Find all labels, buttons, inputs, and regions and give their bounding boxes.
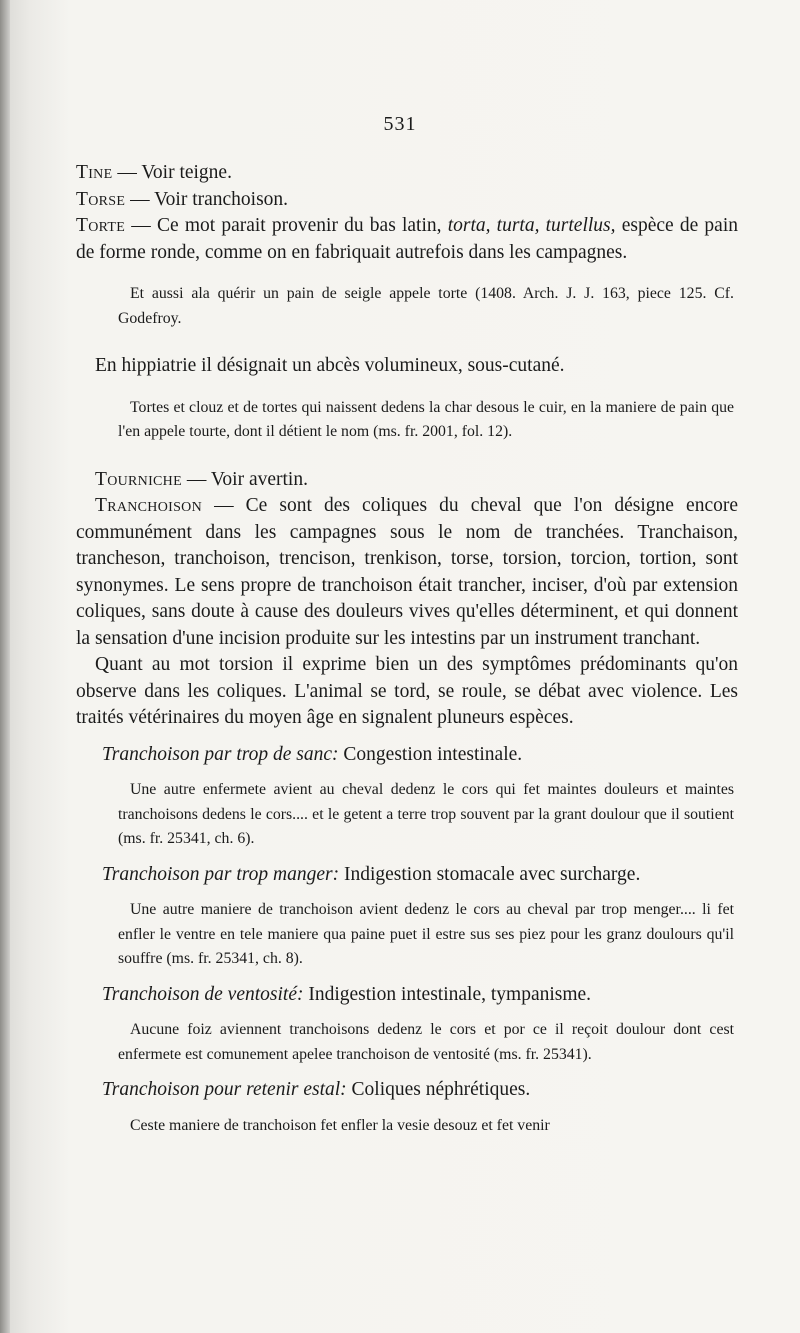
subentry-label: Tranchoison par trop de sanc: bbox=[102, 743, 339, 765]
quote-retenir-estal: Ceste maniere de tranchoison fet enfler la vesie desouz et fet venir bbox=[130, 1116, 550, 1134]
entry-text: — Voir tranchoison. bbox=[125, 188, 289, 210]
subentry-retenir-estal bbox=[76, 1077, 738, 1104]
page-body bbox=[76, 160, 738, 1138]
entry-term: Tine bbox=[76, 162, 113, 183]
quote-tortes: Tortes et clouz et de tortes qui naissent dedens la char desous le cuir, en la maniere de pain que l'en appele tourte, dont il détient le nom (ms. fr. 2001, fol. 12). bbox=[118, 398, 734, 440]
subentry-desc: Coliques néphrétiques. bbox=[346, 1079, 531, 1100]
entry-tourniche bbox=[76, 467, 738, 494]
entry-text: espèce de pain de forme ronde, comme on en fabriquait autrefois dans les campagnes. bbox=[76, 215, 738, 263]
entry-term: Torte bbox=[76, 215, 126, 236]
subentry-label: Tranchoison de ventosité: bbox=[102, 983, 304, 1005]
quote-trop-de-sanc: Une autre enfermete avient au cheval dedenz le cors qui fet maintes douleurs et maintes tranchoisons dedens le cors.... et le getent a terre trop souvent par la grant doulour que il soutient (ms. fr. 25341, ch. 6). bbox=[118, 781, 734, 847]
entry-term: Tranchoison bbox=[95, 495, 202, 516]
entry-term: Torse bbox=[76, 188, 126, 210]
page-binding-shadow bbox=[0, 0, 10, 1333]
subentry-desc: Congestion intestinale. bbox=[338, 743, 523, 765]
entry-text: — Voir avertin. bbox=[181, 468, 308, 490]
entry-italic-terms: torta, turta, turtellus, bbox=[447, 215, 616, 236]
quote-trop-manger: Une autre maniere de tranchoison avient dedenz le cors au cheval par trop menger.... li fet enfler le ventre en tele maniere qua paine puet il estre sus ses piez pour les granz doulours qu'il souffre (ms. fr. 25341, ch. 8). bbox=[118, 901, 734, 967]
entry-text: — Voir teigne. bbox=[112, 162, 232, 183]
subentry-trop-manger bbox=[76, 862, 738, 889]
paragraph-hippiatrie: En hippiatrie il désignait un abcès volumineux, sous-cutané. bbox=[95, 355, 565, 376]
entry-torse bbox=[76, 187, 738, 214]
quote-ventosite: Aucune foiz aviennent tranchoisons dedenz le cors et por ce il reçoit doulour dont cest enfermete est comunement apelee tranchoison de ventosité (ms. fr. 25341). bbox=[118, 1021, 734, 1063]
entry-text: — Ce sont des coliques du cheval que l'on désigne encore communément dans les campagnes sous le nom de tranchées. Tranchaison, trancheson, tranchoison, trencison, trenkison, torse, torsion, torcion, tortion, sont synonymes. Le sens propre de tranchoison était trancher, inciser, d'où par extension coliques, sans doute à cause des douleurs vives qu'elles déterminent, et qui donnent la sensation d'une incision produite sur les intestins par un instrument tranchant. bbox=[76, 495, 738, 649]
subentry-desc: Indigestion intestinale, tympanisme. bbox=[303, 983, 592, 1005]
subentry-desc: Indigestion stomacale avec surcharge. bbox=[339, 863, 641, 885]
subentry-label: Tranchoison par trop manger: bbox=[102, 863, 340, 885]
subentry-ventosite bbox=[76, 982, 738, 1009]
entry-text: — Ce mot parait provenir du bas latin, bbox=[125, 215, 448, 236]
paragraph-torsion: Quant au mot torsion il exprime bien un des symptômes prédominants qu'on observe dans les coliques. L'animal se tord, se roule, se débat avec violence. Les traités vétérinaires du moyen âge en signalent pluneurs espèces. bbox=[76, 654, 738, 728]
page-number: 531 bbox=[383, 113, 417, 135]
entry-torte bbox=[76, 213, 738, 266]
subentry-label: Tranchoison pour retenir estal: bbox=[102, 1079, 347, 1100]
entry-term: Tourniche bbox=[95, 468, 182, 490]
subentry-trop-de-sanc bbox=[76, 742, 738, 769]
quote-torte: Et aussi ala quérir un pain de seigle appele torte (1408. Arch. J. J. 163, piece 125. Cf. Godefroy. bbox=[118, 285, 734, 327]
entry-tine bbox=[76, 160, 738, 187]
entry-tranchoison bbox=[76, 493, 738, 652]
